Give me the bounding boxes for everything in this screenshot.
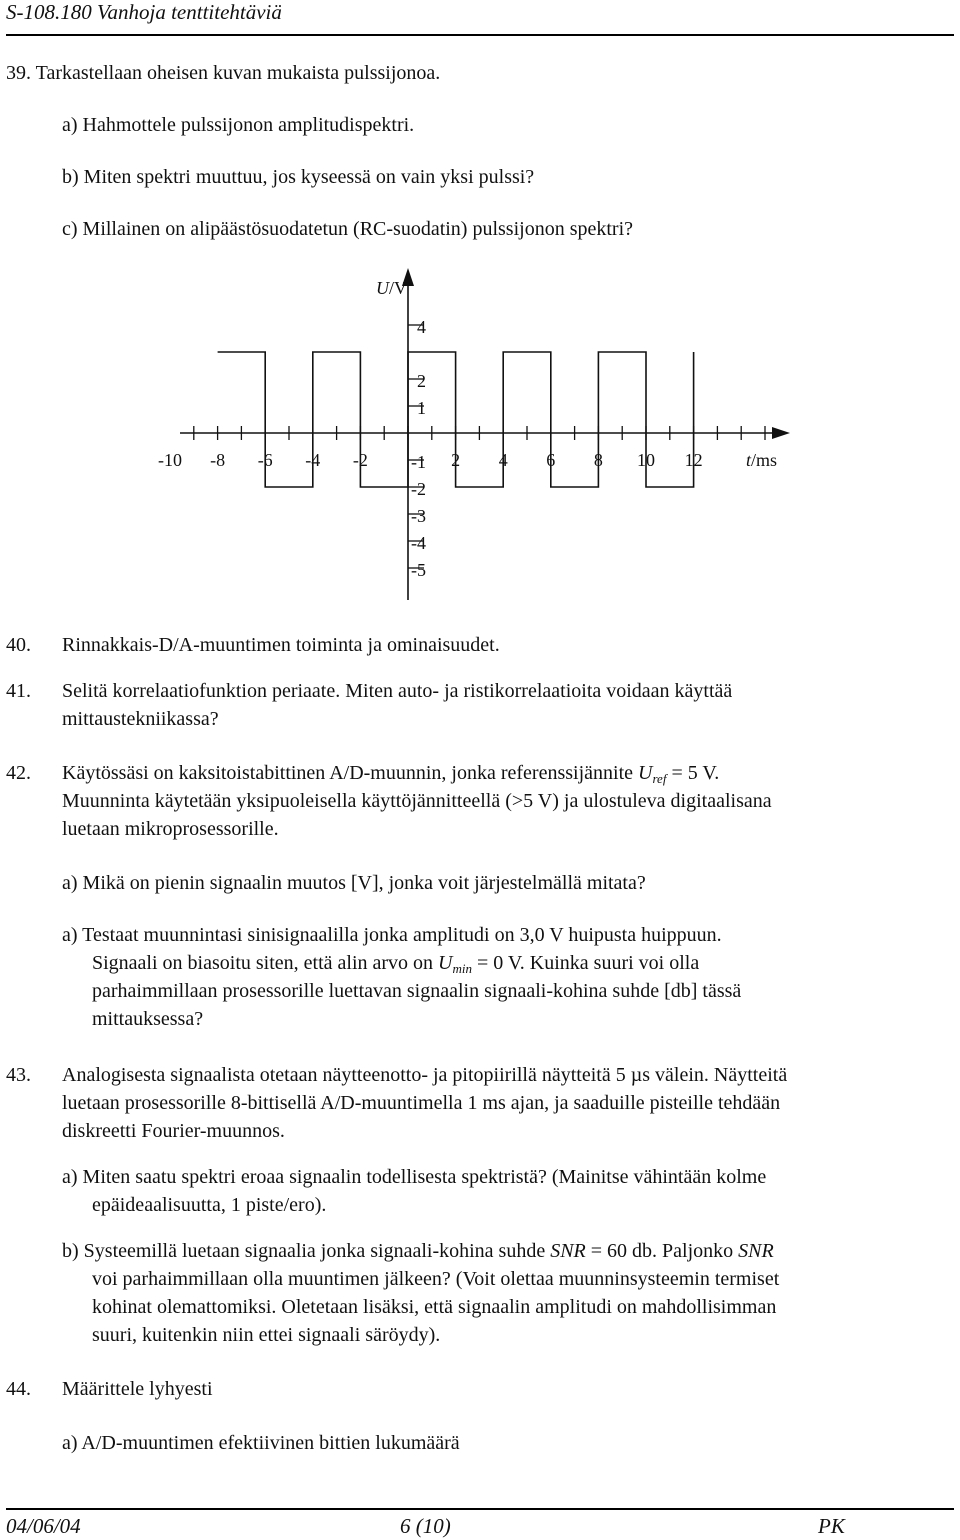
- q39-number: 39.: [6, 62, 31, 84]
- y-tick-label: 2: [417, 371, 426, 391]
- q42-line1: [0, 760, 960, 786]
- page-footer: [6, 1508, 954, 1540]
- footer-page: 6 (10): [400, 1514, 451, 1538]
- x-tick-label: -10: [158, 450, 182, 470]
- q39-b: b) Miten spektri muuttuu, jos kyseessä on vain yksi pulssi?: [62, 166, 535, 188]
- x-tick-label: 12: [684, 450, 703, 470]
- x-axis-arrow: [772, 427, 790, 439]
- header-title: S-108.180 Vanhoja tenttitehtäviä: [6, 0, 282, 24]
- q44-text: Määrittele lyhyesti: [62, 1378, 213, 1400]
- x-tick-label: 4: [498, 450, 508, 470]
- y-tick-label: -3: [411, 506, 426, 526]
- y-axis-label: U/V: [376, 278, 407, 298]
- q43-b-4: suuri, kuitenkin niin ettei signaali säröydy).: [92, 1324, 441, 1346]
- q43-a-1: a) Miten saatu spektri eroaa signaalin todellisesta spektristä? (Mainitse vähintään kolme: [62, 1166, 767, 1188]
- q43-text-2: luetaan prosessorille 8-bittisellä A/D-muuntimella 1 ms ajan, ja saaduille pisteille tehdään: [62, 1092, 781, 1114]
- q39-c: c) Millainen on alipäästösuodatetun (RC-suodatin) pulssijonon spektri?: [62, 218, 634, 240]
- y-tick-label: -5: [411, 560, 426, 580]
- q43-text-1: Analogisesta signaalista otetaan näytteenotto- ja pitopiirillä näytteitä 5 µs välein. Näytteitä: [62, 1064, 788, 1086]
- q43-line1: [0, 1062, 960, 1088]
- y-tick-label: 4: [417, 317, 426, 337]
- x-tick-label: 6: [546, 450, 556, 470]
- y-tick-label: -2: [411, 479, 426, 499]
- q44-a: a) A/D-muuntimen efektiivinen bittien lukumäärä: [62, 1432, 460, 1454]
- x-tick-label: 10: [637, 450, 655, 470]
- q43-text-3: diskreetti Fourier-muunnos.: [62, 1120, 285, 1142]
- q41-number: 41.: [6, 680, 31, 702]
- q43-number: 43.: [6, 1064, 31, 1086]
- q42-a: a) Mikä on pienin signaalin muutos [V], jonka voit järjestelmällä mitata?: [62, 872, 646, 894]
- q41-line1: [0, 678, 960, 704]
- footer-date: 04/06/04: [6, 1514, 81, 1538]
- x-axis-label: t/ms: [746, 450, 778, 470]
- q43-b-3: kohinat olemattomiksi. Oletetaan lisäksi, että signaalin amplitudi on mahdollisimman: [92, 1296, 777, 1318]
- q39-intro: Tarkastellaan oheisen kuvan mukaista pulssijonoa.: [35, 62, 441, 84]
- q42-text-1: Käytössäsi on kaksitoistabittinen A/D-muunnin, jonka referenssijännite $U_{ref} = 5$ V.: [62, 762, 720, 786]
- y-tick-label: 1: [417, 398, 426, 418]
- q44-line1: [0, 1376, 960, 1402]
- x-tick-label: 8: [593, 450, 603, 470]
- q41-text-1: Selitä korrelaatiofunktion periaate. Miten auto- ja ristikorrelaatioita voidaan käyttää: [62, 680, 733, 702]
- q42-text-3: luetaan mikroprosessorille.: [62, 818, 279, 840]
- q41-text-2: mittaustekniikassa?: [62, 708, 219, 730]
- x-tick-label: 2: [451, 450, 461, 470]
- y-ticks: [408, 317, 426, 580]
- q40-number: 40.: [6, 634, 31, 656]
- x-tick-label: -4: [305, 450, 321, 470]
- x-tick-label: -6: [257, 450, 273, 470]
- q42-text-2: Muunninta käytetään yksipuoleisella käyttöjännitteellä (>5 V) ja ulostuleva digitaalisana: [62, 790, 772, 812]
- q43-b-1: b) Systeemillä luetaan signaalia jonka signaali-kohina suhde SNR = 60 db. Paljonko SNR: [62, 1240, 774, 1262]
- x-tick-label: -2: [352, 450, 368, 470]
- q40-line: [0, 632, 960, 658]
- q42-b-3: parhaimmillaan prosessorille luettavan signaalin signaali-kohina suhde [db] tässä: [92, 980, 742, 1002]
- q42-b-1: a) Testaat muunnintasi sinisignaalilla jonka amplitudi on 3,0 V huipusta huippuun.: [62, 924, 722, 946]
- q42-b-2: Signaali on biasoitu siten, että alin arvo on $U_{min} = 0$ V. Kuinka suuri voi olla: [92, 952, 700, 976]
- q42-number: 42.: [6, 762, 31, 784]
- q39-a: a) Hahmottele pulssijonon amplitudispektri.: [62, 114, 415, 136]
- y-tick-label: -4: [411, 533, 426, 553]
- q43-a-2: epäideaalisuutta, 1 piste/ero).: [92, 1194, 327, 1216]
- y-tick-label: -1: [411, 452, 426, 472]
- footer-initials: PK: [818, 1514, 845, 1538]
- x-tick-label: -8: [210, 450, 226, 470]
- q43-b-2: voi parhaimmillaan olla muuntimen jälkeen? (Voit olettaa muunninsysteemin termiset: [92, 1268, 780, 1290]
- q42-b-4: mittauksessa?: [92, 1008, 204, 1030]
- q40-text: Rinnakkais-D/A-muuntimen toiminta ja ominaisuudet.: [62, 634, 500, 656]
- q44-number: 44.: [6, 1378, 31, 1400]
